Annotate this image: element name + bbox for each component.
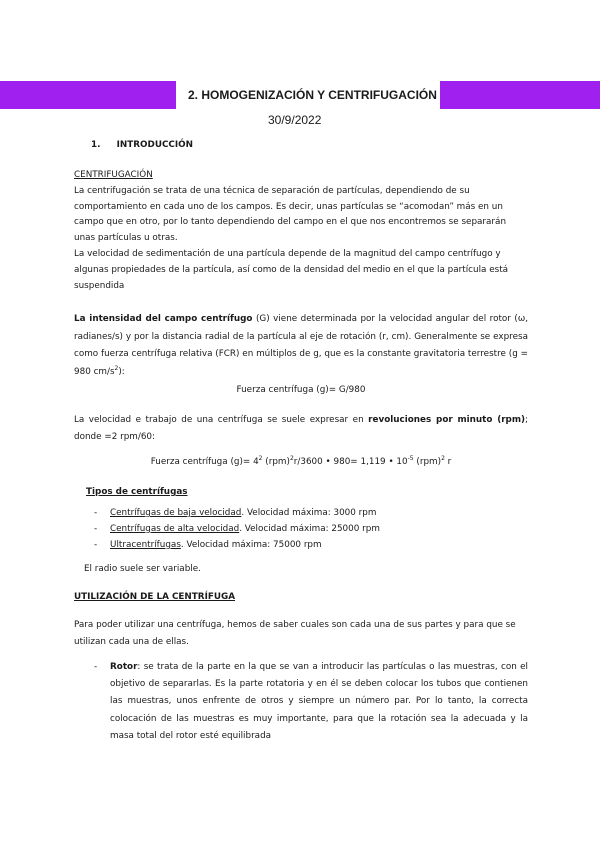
superscript: -5 xyxy=(407,455,414,463)
type-speed: . Velocidad máxima: 3000 rpm xyxy=(241,508,377,518)
superscript: 2 xyxy=(258,455,263,463)
rpm-text-pre: La velocidad e trabajo de una centrífuga se suele expresar en xyxy=(74,415,369,425)
formula-part: r/3600 • 980= 1,119 • 10 xyxy=(293,457,408,467)
paragraph-intensity xyxy=(74,311,528,381)
section-title: INTRODUCCIÓN xyxy=(116,140,193,150)
paragraph-rpm xyxy=(74,412,528,446)
type-speed: . Velocidad máxima: 25000 rpm xyxy=(239,523,380,534)
section-number: 1. xyxy=(91,140,101,150)
subheading-utilizacion: UTILIZACIÓN DE LA CENTRÍFUGA xyxy=(74,592,236,602)
note-radius: El radio suele ser variable. xyxy=(84,564,201,574)
paragraph-usage: Para poder utilizar una centrífuga, hemos de saber cuales son cada una de sus partes y para que se utilizan cada una de ellas. xyxy=(74,620,516,647)
superscript: 2 xyxy=(114,364,119,372)
formula-part: r xyxy=(444,457,452,467)
rotor-label: Rotor xyxy=(110,662,138,672)
centrifugacion-block xyxy=(74,168,526,294)
rpm-term: revoluciones por minuto (rpm) xyxy=(368,415,526,425)
subheading-centrifugacion: CENTRIFUGACIÓN xyxy=(74,170,153,180)
rpm-text-post: ; donde =2 rpm/60: xyxy=(74,415,529,442)
intensity-text: (G) viene determinada por la velocidad angular del rotor (ω, radianes/s) y por la distancia radial de la partícula al eje de rotación (r, cm). Generalmente se expresa como fuerza centrífuga relativa (FCR) en múltiplos de g, que es la constante gravitatoria terrestre (g = 980 cm/s xyxy=(74,314,528,377)
formula-part: (rpm) xyxy=(262,457,290,467)
document-date: 30/9/2022 xyxy=(268,113,322,127)
list-item xyxy=(84,522,524,538)
intensity-term: La intensidad del campo centrífugo xyxy=(74,314,253,324)
list-item xyxy=(84,506,524,522)
superscript: 2 xyxy=(289,455,294,463)
formula-rpm xyxy=(74,455,528,471)
type-speed: . Velocidad máxima: 75000 rpm xyxy=(180,539,322,550)
intensity-end: ): xyxy=(118,366,125,377)
paragraph-sedimentation: La velocidad de sedimentación de una partícula depende de la magnitud del campo centrífugo y algunas propiedades de la partícula, así como de la densidad del medio en el que la partícula está suspendida xyxy=(74,248,509,291)
list-item xyxy=(84,538,524,554)
section-heading xyxy=(91,138,193,154)
page-title: 2. HOMOGENIZACIÓN Y CENTRIFUGACIÓN xyxy=(176,81,440,109)
superscript: 2 xyxy=(441,455,445,463)
formula-force-g: Fuerza centrífuga (g)= G/980 xyxy=(236,385,366,395)
subheading-tipos: Tipos de centrífugas xyxy=(86,487,188,497)
centrifuge-types-list xyxy=(84,506,524,553)
formula-part: Fuerza centrífuga (g)= 4 xyxy=(150,457,259,467)
paragraph-definition: La centrifugación se trata de una técnica de separación de partículas, dependiendo de su comportamiento en cada uno de los campos. Es decir, unas partículas se “acomodan” más en un campo que en otro, por lo tanto dependiendo del campo en el que nos encontremos se separarán unas partículas u otras. xyxy=(74,185,507,244)
formula-part: (rpm) xyxy=(413,457,442,467)
list-item-rotor xyxy=(84,659,528,745)
type-name: Centrífugas de baja velocidad xyxy=(110,508,242,518)
type-name: Centrífugas de alta velocidad xyxy=(110,523,240,534)
rotor-description: : se trata de la parte en la que se van a introducir las partículas o las muestras, con el objetivo de separarlas. Es la parte rotatoria y en él se deben colocar los tubos que contienen las muestras, unos enfrente de otros y siempre un número par. Por lo tanto, la correcta colocación de las muestras es muy importante, para que la rotación sea la adecuada y la masa total del rotor esté equilibrada xyxy=(110,662,528,741)
type-name: Ultracentrífugas xyxy=(110,539,181,550)
